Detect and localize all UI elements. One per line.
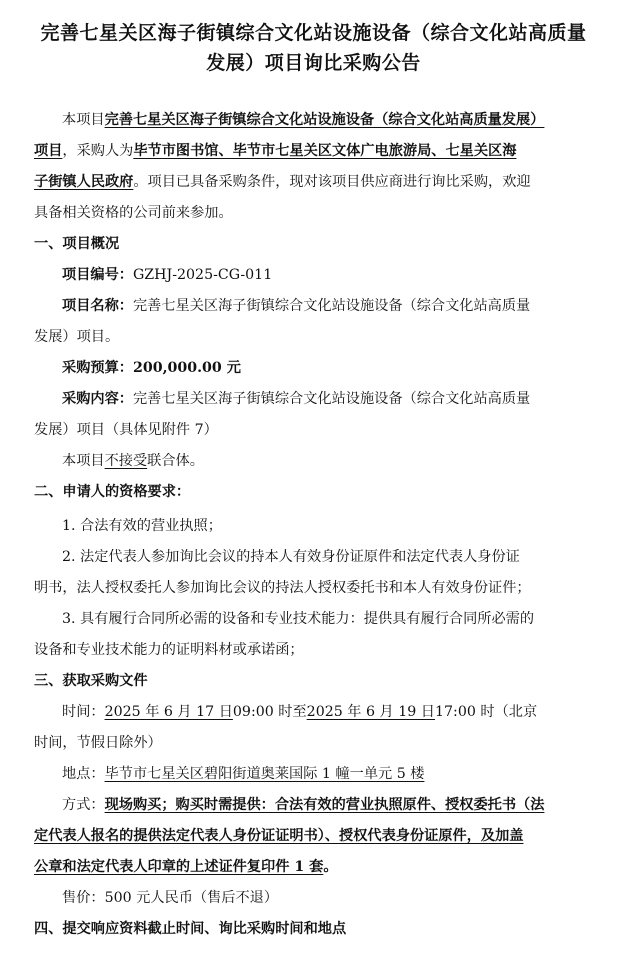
intro-line-1 — [62, 110, 544, 130]
project-code-row — [62, 265, 272, 285]
qualification-2-cont: 明书，法人授权委托人参加询比会议的持法人授权委托书和本人有效身份证件； — [34, 580, 531, 596]
method-row-cont-2 — [34, 857, 338, 877]
project-name-value: 完善七星关区海子街镇综合文化站设施设备（综合文化站高质量 — [132, 298, 531, 314]
time-end-date: 2025 年 6 月 19 日 — [306, 704, 435, 720]
budget-row — [62, 358, 241, 378]
intro-rest: 。项目已具备采购条件，现对该项目供应商进行询比采购，欢迎 — [133, 174, 531, 190]
qualification-3: 3. 具有履行合同所必需的设备和专业技术能力：提供具有履行合同所必需的 — [62, 611, 535, 627]
intro-line-3 — [34, 172, 531, 192]
method-end: 。 — [323, 859, 338, 875]
time-label: 时间： — [62, 704, 105, 720]
intro-line-2 — [34, 141, 516, 161]
intro-mid: ，采购人为 — [62, 143, 134, 159]
content-label: 采购内容： — [62, 391, 133, 407]
time-row — [62, 702, 537, 722]
consortium-pre: 本项目 — [62, 453, 105, 469]
content-cont: 发展）项目（具体见附件 7） — [34, 422, 218, 438]
buyer-names-end: 子街镇人民政府 — [34, 174, 134, 190]
content-value: 完善七星关区海子街镇综合文化站设施设备（综合文化站高质量 — [132, 391, 531, 407]
project-code-label: 项目编号： — [62, 267, 133, 283]
consortium-not-accepted: 不接受 — [104, 453, 148, 469]
time-row-cont: 时间，节假日除外） — [34, 735, 162, 751]
buyer-names: 毕节市图书馆、毕节市七星关区文体广电旅游局、七星关区海 — [133, 143, 517, 159]
time-start-clock: 09:00 时至 — [232, 704, 307, 720]
qualification-3-cont: 设备和专业技术能力的证明料材或承诺函； — [34, 642, 304, 658]
project-name-row — [62, 296, 530, 316]
intro-prefix: 本项目 — [62, 112, 105, 128]
method-label: 方式： — [62, 797, 105, 813]
place-value: 毕节市七星关区碧阳街道奥莱国际 1 幢一单元 5 楼 — [104, 766, 425, 782]
price-row: 售价：500 元人民币（售后不退） — [62, 890, 279, 906]
title-line-1: 完善七星关区海子街镇综合文化站设施设备（综合文化站高质量 — [40, 22, 587, 44]
project-code-value: GZHJ-2025-CG-011 — [132, 267, 273, 283]
place-row — [62, 764, 424, 784]
project-name-end: 项目 — [34, 143, 63, 159]
project-name-cont: 发展）项目。 — [34, 329, 120, 345]
consortium-post: 联合体。 — [147, 453, 204, 469]
method-copies: 公章和法定代表人印章的上述证件复印件 1 套 — [34, 859, 324, 875]
section-1-heading: 一、项目概况 — [34, 236, 120, 252]
budget-value: 200,000.00 元 — [132, 360, 241, 376]
budget-label: 采购预算： — [62, 360, 133, 376]
content-row — [62, 389, 530, 409]
section-3-heading: 三、获取采购文件 — [34, 673, 148, 689]
section-4-heading: 四、提交响应资料截止时间、询比采购时间和地点 — [34, 921, 347, 937]
section-2-heading: 二、申请人的资格要求： — [34, 484, 191, 500]
qualification-2: 2. 法定代表人参加询比会议的持本人有效身份证原件和法定代表人身份证 — [62, 549, 520, 565]
time-start-date: 2025 年 6 月 17 日 — [104, 704, 233, 720]
place-label: 地点： — [62, 766, 105, 782]
method-row — [62, 795, 544, 815]
method-value: 现场购买；购买时需提供：合法有效的营业执照原件、授权委托书（法 — [104, 797, 545, 813]
document-title — [20, 18, 607, 78]
project-name-label: 项目名称： — [62, 298, 133, 314]
intro-line-4: 具备相关资格的公司前来参加。 — [34, 205, 233, 221]
project-name-link: 完善七星关区海子街镇综合文化站设施设备（综合文化站高质量发展） — [104, 112, 545, 128]
title-line-2: 发展）项目询比采购公告 — [206, 52, 421, 74]
consortium-row — [62, 451, 204, 471]
method-row-cont-1: 定代表人报名的提供法定代表人身份证证明书）、授权代表身份证原件，及加盖 — [34, 828, 524, 844]
qualification-1: 1. 合法有效的营业执照； — [62, 518, 222, 534]
time-end-clock: 17:00 时（北京 — [434, 704, 538, 720]
